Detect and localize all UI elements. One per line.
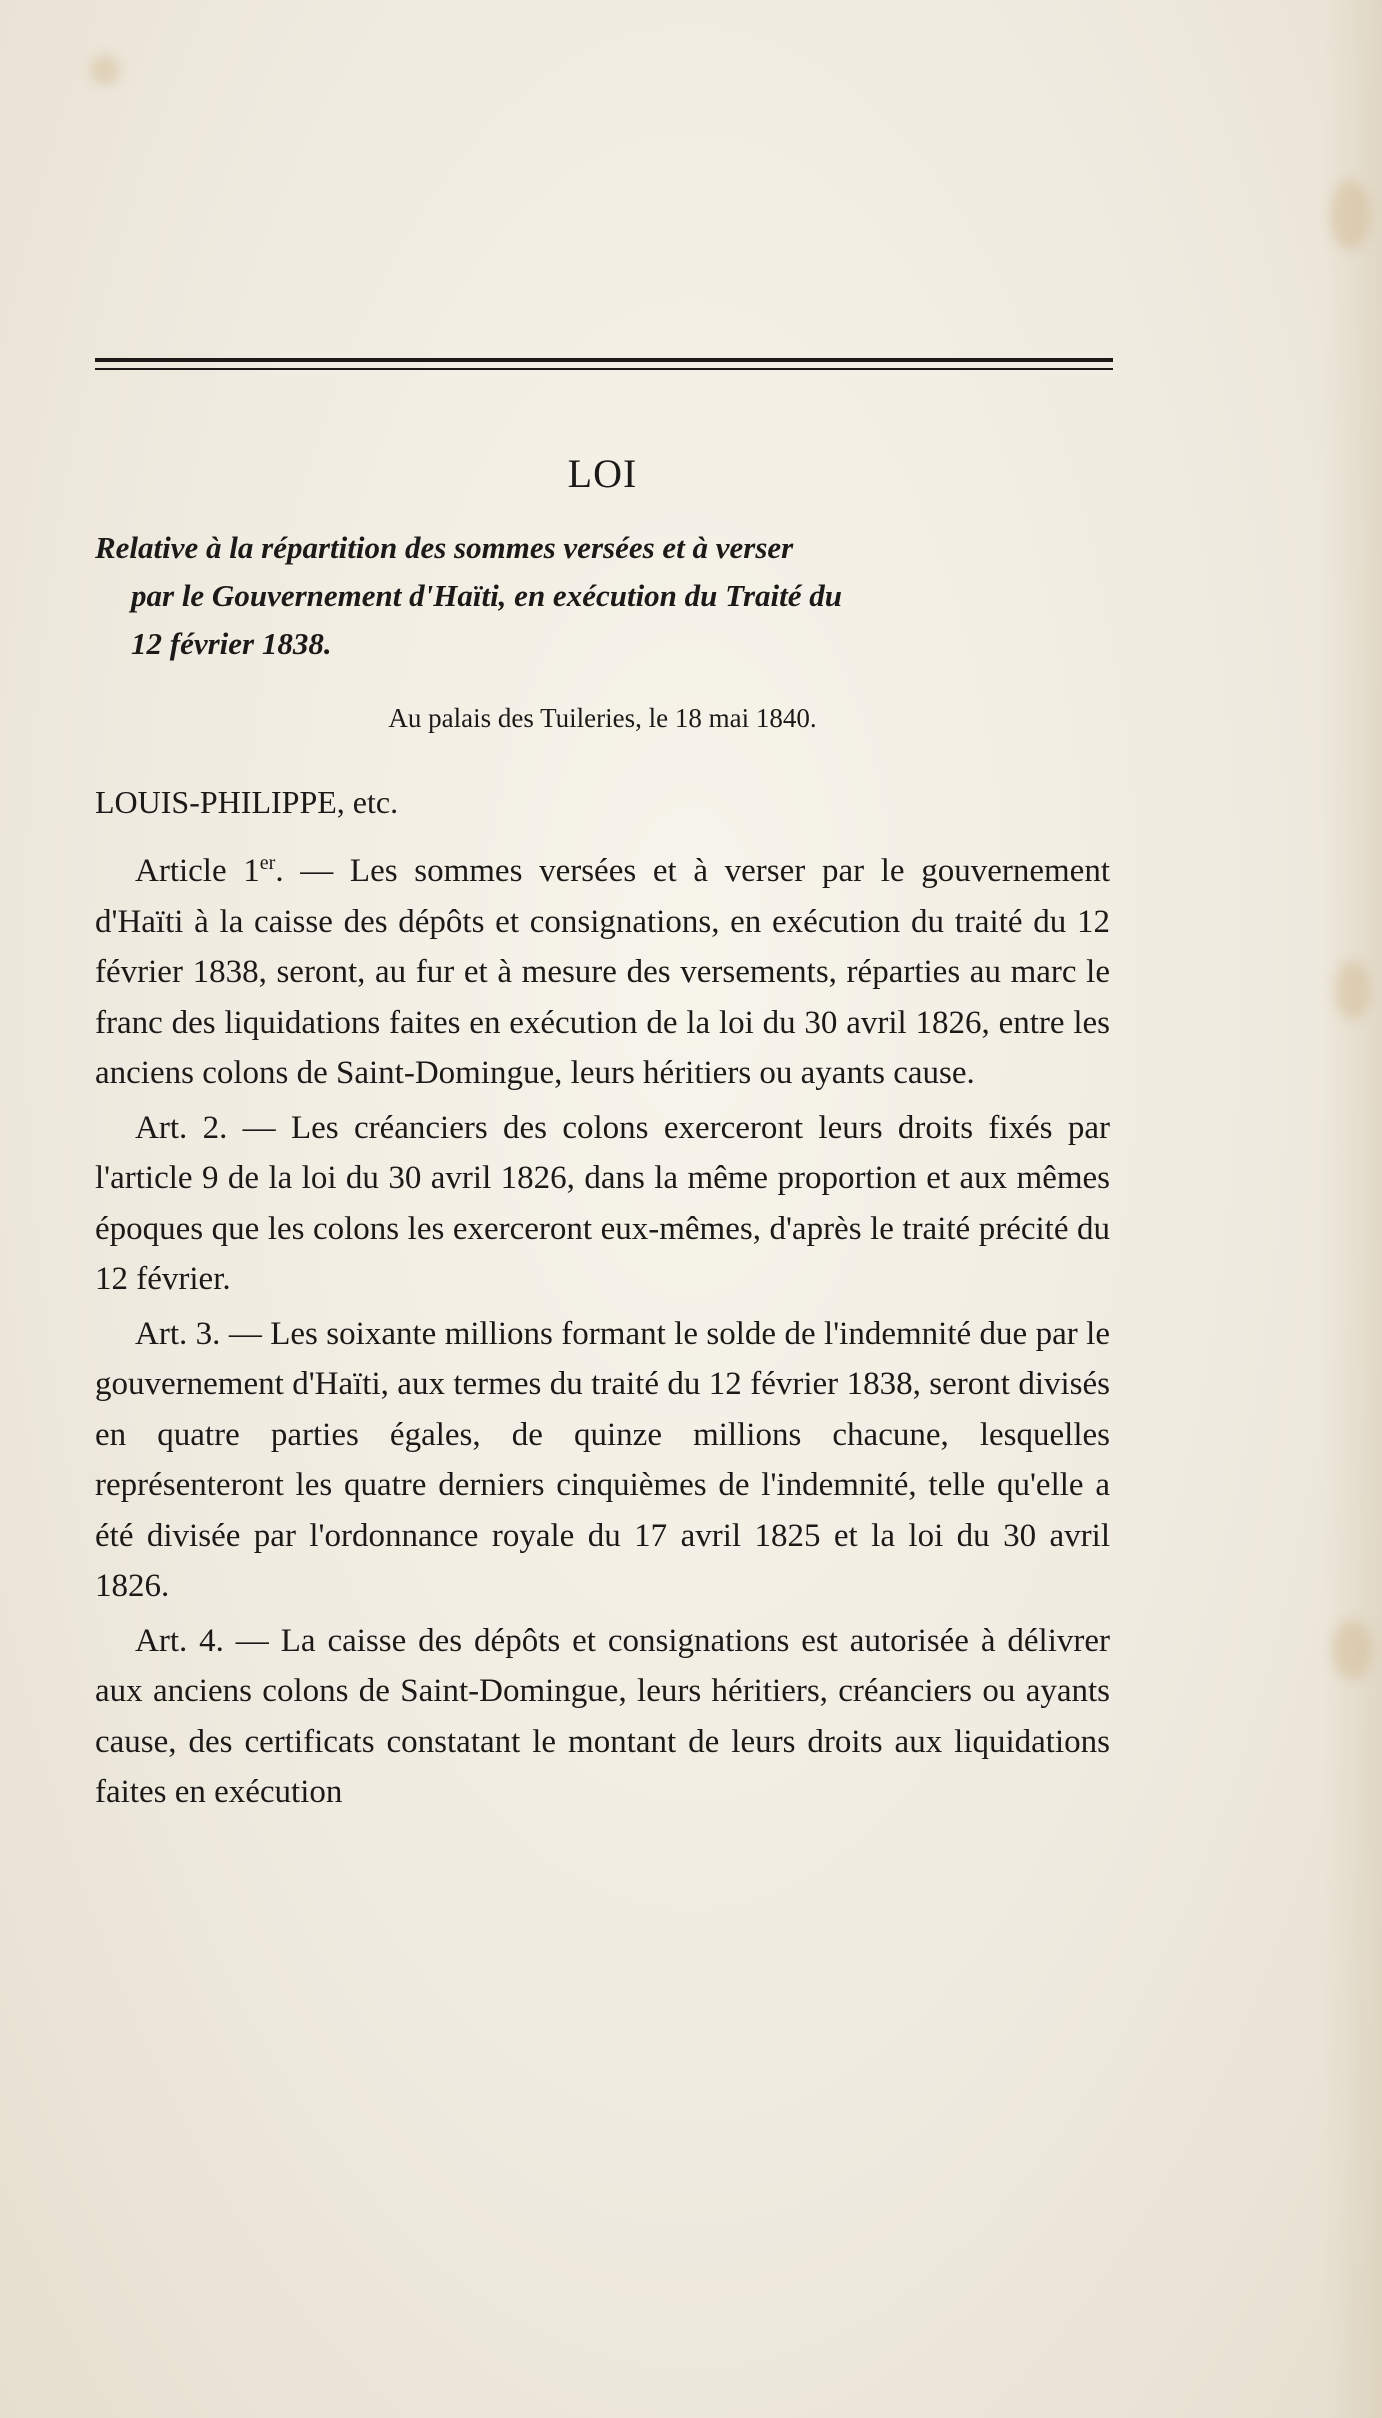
king-heading: LOUIS-PHILIPPE, etc.: [95, 784, 399, 820]
subtitle-line: Relative à la répartition des sommes versées et à verser: [95, 530, 794, 565]
text-block: [95, 430, 1110, 1822]
law-title: LOI: [567, 451, 638, 496]
header-double-rule: [95, 358, 1113, 370]
article-1: [95, 846, 1110, 1099]
article-2: Art. 2. — Les créanciers des colons exerceront leurs droits fixés par l'article 9 de la loi du 30 avril 1826, dans la même proportion et aux mêmes époques que les colons les exerceront eux-mêmes, d'après le traité précité du 12 février.: [95, 1109, 1110, 1297]
paper-stain: [1330, 180, 1370, 250]
article-3: Art. 3. — Les soixante millions formant le solde de l'indemnité due par le gouvernement d'Haïti, aux termes du traité du 12 février 1838, seront divisés en quatre parties égales, de quinze millions chacune, lesquelles représenteront les quatre derniers cinquièmes de l'indemnité, telle qu'elle a été divisée par l'ordonnance royale du 17 avril 1825 et la loi du 30 avril 1826.: [95, 1315, 1110, 1604]
law-subtitle: [95, 524, 1110, 668]
subtitle-line: 12 février 1838.: [131, 626, 332, 661]
article-1-sup: er: [259, 852, 276, 874]
law-date: Au palais des Tuileries, le 18 mai 1840.: [388, 703, 817, 733]
article-1-label: Article 1: [135, 853, 260, 889]
paper-stain: [90, 55, 120, 85]
subtitle-line: par le Gouvernement d'Haïti, en exécution du Traité du: [131, 578, 842, 613]
page-edge-shadow: [1322, 0, 1382, 2418]
paper-stain: [1332, 1620, 1372, 1680]
article-4: Art. 4. — La caisse des dépôts et consignations est autorisée à délivrer aux anciens colons de Saint-Domingue, leurs héritiers, créanciers ou ayants cause, des certificats constatant le montant de leurs droits aux liquidations faites en exécution: [95, 1622, 1110, 1810]
article-1-text: . — Les sommes versées et à verser par le gouvernement d'Haïti à la caisse des dépôts et consignations, en exécution du traité du 12 février 1838, seront, au fur et à mesure des versements, réparties au marc le franc des liquidations faites en exécution de la loi du 30 avril 1826, entre les anciens colons de Saint-Domingue, leurs héritiers ou ayants cause.: [95, 853, 1110, 1091]
paper-stain: [1335, 960, 1370, 1020]
